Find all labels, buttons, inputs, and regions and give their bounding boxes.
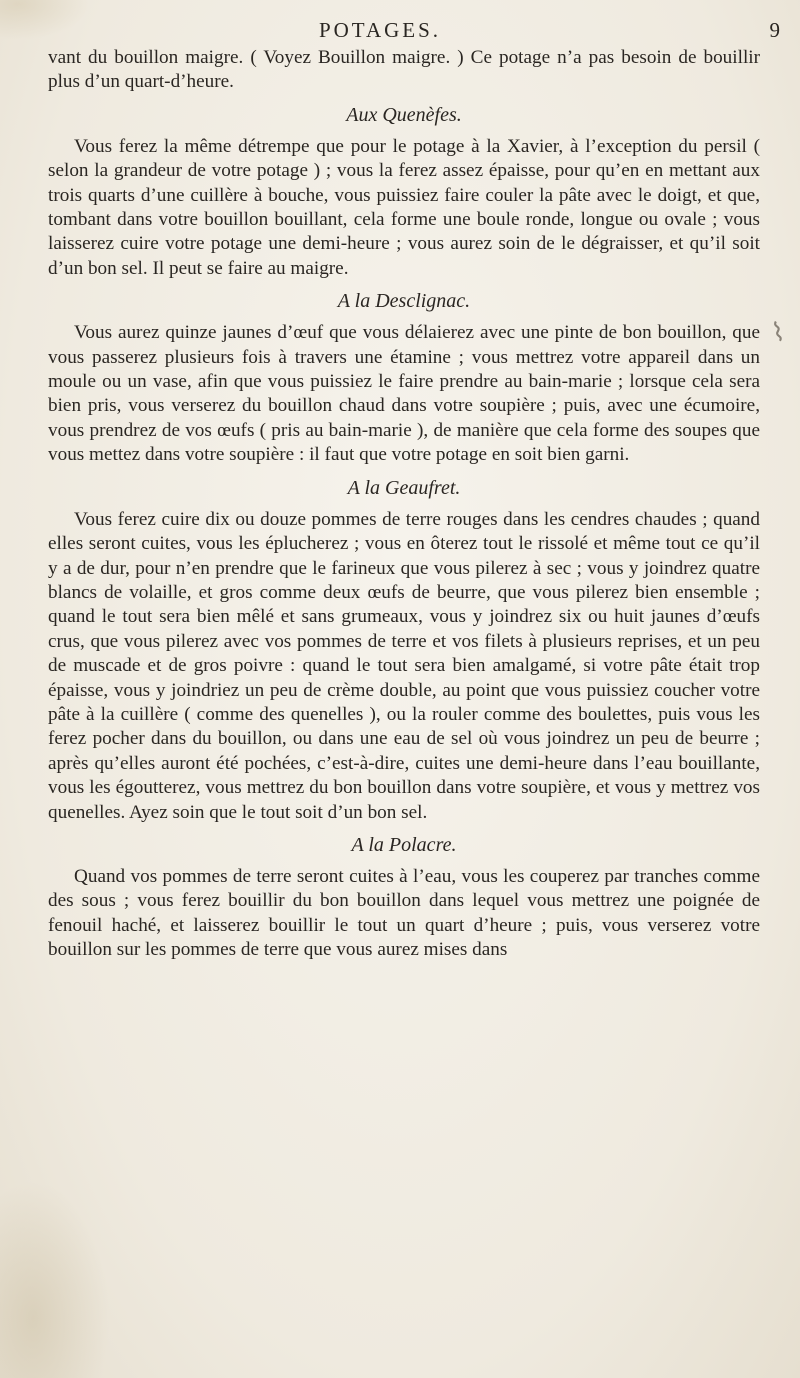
section-title-geaufret: A la Geaufret. xyxy=(347,476,461,499)
body-text xyxy=(48,46,760,963)
section-title-polacre: A la Polacre. xyxy=(351,833,457,856)
section-paragraph-quenefes: Vous ferez la même détrempe que pour le potage à la Xavier, à l’exception du persil ( selon la grandeur de votre potage ) ; vous la ferez assez épaisse, pour qu’en en mettant aux trois quarts d’une cuillère à bouche, vous puissiez faire couler la pâte avec le doigt, et que, tombant dans votre bouillon bouillant, cela forme une boule ronde, longue ou ovale ; vous laisserez cuire votre potage une demi-heure ; vous aurez soin de le dégraisser, et qu’il soit d’un bon sel. Il peut se faire au maigre. xyxy=(48,135,760,279)
paper-stain xyxy=(0,1180,110,1378)
running-title: POTAGES. xyxy=(318,18,442,42)
section-title-quenefes: Aux Quenèfes. xyxy=(346,103,462,126)
section-paragraph-desclignac: Vous aurez quinze jaunes d’œuf que vous délaierez avec une pinte de bon bouillon, que vous passerez plusieurs fois à travers une étamine ; vous mettrez votre appareil dans un moule ou un vase, afin que vous puissiez le faire prendre au bain-marie ; lorsque cela sera bien pris, vous verserez du bouillon chaud dans votre soupière ; puis, avec une écumoire, vous prendrez de vos œufs ( pris au bain-marie ), de manière que cela forme des soupes que vous mettez dans votre soupière : il faut que votre potage en soit bien garni. xyxy=(48,322,760,466)
page-header xyxy=(0,18,800,48)
intro-paragraph: vant du bouillon maigre. ( Voyez Bouillon maigre. ) Ce potage n’a pas besoin de bouillir plus d’un quart-d’heure. xyxy=(48,47,760,93)
page-number: 9 xyxy=(769,18,780,42)
section-title-desclignac: A la Desclignac. xyxy=(337,290,471,313)
margin-annotation-mark: ⌇ xyxy=(769,317,788,349)
section-paragraph-polacre: Quand vos pommes de terre seront cuites à l’eau, vous les couperez par tranches comme des sous ; vous ferez bouillir du bon bouillon dans lequel vous mettrez une poignée de fenouil haché, et laisserez bouillir le tout un quart d’heure ; puis, vous verserez votre bouillon sur les pommes de terre que vous aurez mises dans xyxy=(48,865,760,961)
section-paragraph-geaufret: Vous ferez cuire dix ou douze pommes de terre rouges dans les cendres chaudes ; quand elles seront cuites, vous les éplucherez ; vous en ôterez tout le rissolé et même tout ce qu’il y a de dur, pour n’en prendre que le farineux que vous pilerez à sec ; vous y joindrez quatre blancs de volaille, et gros comme deux œufs de beurre, que vous pilerez bien ensemble ; quand le tout sera bien mêlé et sans grumeaux, vous y joindrez six ou huit jaunes d’œufs crus, que vous pilerez avec vos pommes de terre et vos filets à plusieurs reprises, et un peu de muscade et de gros poivre : quand le tout sera bien amalgamé, si votre pâte était trop épaisse, vous y joindriez un peu de crème double, au point que vous puissiez coucher votre pâte à la cuillère ( comme des quenelles ), ou la rouler comme des boulettes, puis vous les ferez pocher dans du bouillon, ou dans une eau de sel où vous joindrez un peu de beurre ; après qu’elles auront été pochées, c’est-à-dire, cuites une demi-heure dans l’eau bouillante, vous les égoutterez, vous mettrez du bon bouillon dans votre soupière, et vous y mettrez vos quenelles. Ayez soin que le tout soit d’un bon sel. xyxy=(48,508,760,823)
